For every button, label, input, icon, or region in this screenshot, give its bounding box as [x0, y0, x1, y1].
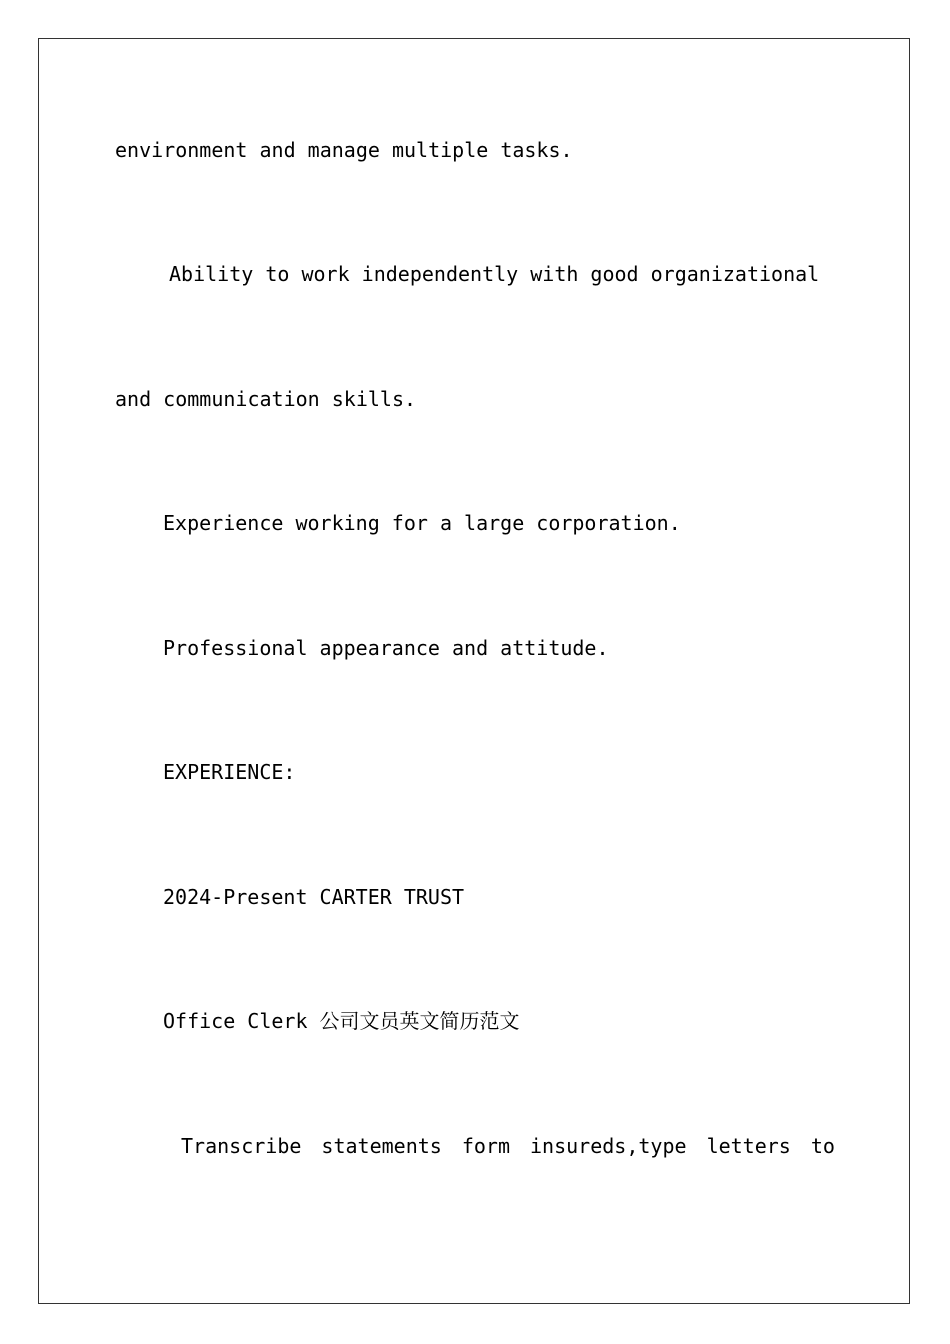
word: form: [461, 1134, 511, 1158]
text-line-employer: 2024-Present CARTER TRUST: [163, 885, 465, 909]
section-heading-experience: EXPERIENCE:: [163, 760, 296, 784]
text-line-3: and communication skills.: [115, 387, 417, 411]
word: insureds,type: [530, 1134, 687, 1158]
word: letters: [706, 1134, 791, 1158]
text-line-1: environment and manage multiple tasks.: [115, 138, 573, 162]
text-line-5: Professional appearance and attitude.: [163, 636, 609, 660]
word: to: [810, 1134, 835, 1158]
word: Transcribe: [181, 1134, 302, 1158]
text-line-4: Experience working for a large corporation.: [163, 511, 681, 535]
page-frame: [38, 38, 910, 1304]
word: statements: [321, 1134, 442, 1158]
text-line-job-title: Office Clerk 公司文员英文简历范文: [163, 1009, 520, 1033]
text-line-2: Ability to work independently with good organizational: [169, 262, 820, 286]
text-line-duties: [181, 1134, 835, 1158]
